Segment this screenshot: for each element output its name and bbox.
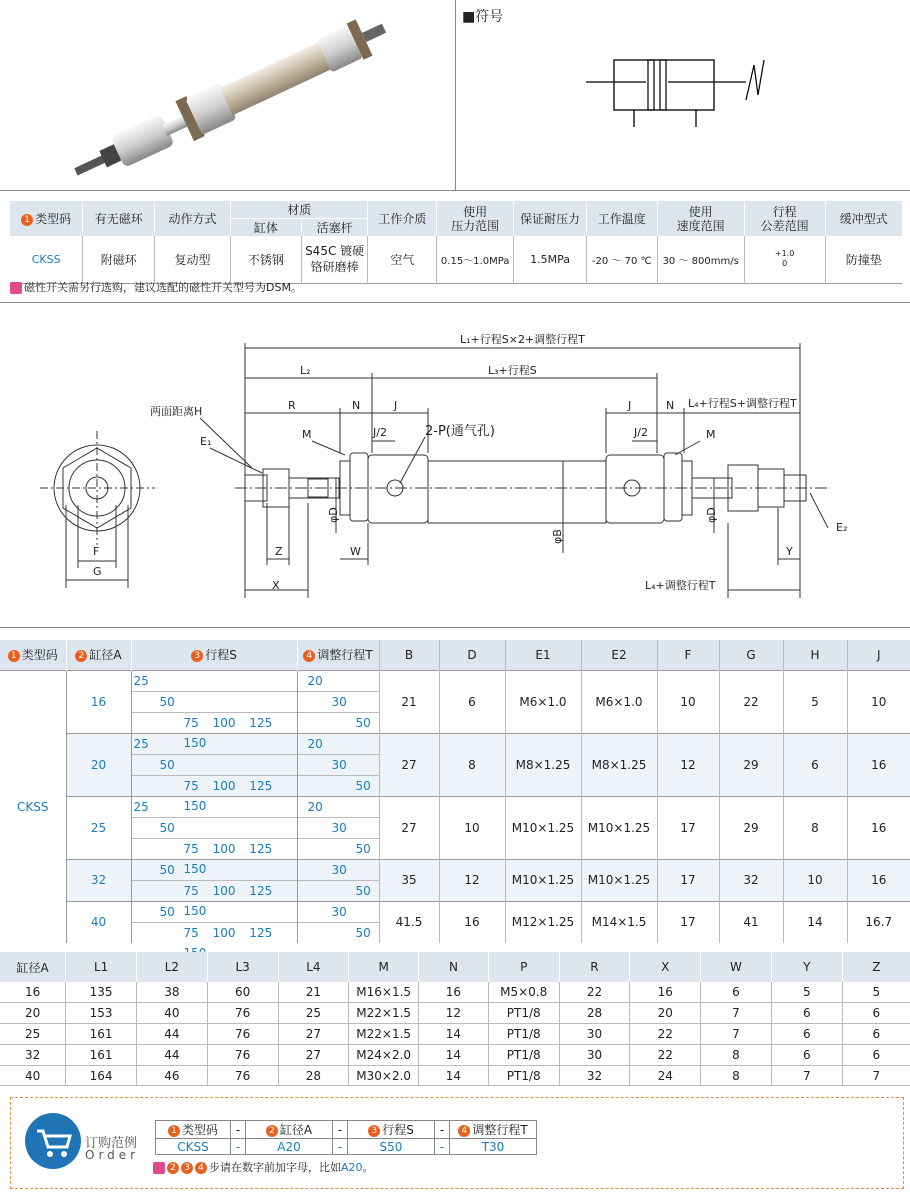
dim2-cell: 28 <box>559 1003 630 1024</box>
spec-speed: 30 ～ 800mm/s <box>657 236 744 283</box>
label-l2: L₂ <box>300 364 311 377</box>
dim2-row <box>0 982 910 1003</box>
dim-hdr-d: D <box>439 640 505 670</box>
dim-value-b: 21 <box>379 670 439 733</box>
dim2-hdr-0: 缸径A <box>16 960 49 975</box>
spec-pressure: 0.15～1.0MPa <box>437 236 514 283</box>
dim-stroke-cell <box>131 859 297 918</box>
order-sep: - <box>435 1121 450 1139</box>
dim-adj-cell <box>297 733 379 796</box>
label-z: Z <box>275 545 283 558</box>
order-head-row <box>156 1121 537 1139</box>
adj-line: 50 <box>355 883 371 898</box>
adj-line: 20 <box>298 734 379 755</box>
label-m-right: M <box>706 428 716 441</box>
adj-line: 30 <box>298 692 379 713</box>
dim-value-h: 8 <box>783 796 847 859</box>
note-icon <box>10 282 22 294</box>
adj-line: 50 <box>355 715 371 730</box>
dim-value-e1: M12×1.25 <box>505 901 581 943</box>
order-num-icon: 3 <box>368 1125 380 1137</box>
dim-bore: 40 <box>66 901 131 943</box>
dim-stroke-cell <box>131 670 297 750</box>
dim2-cell: 16 <box>419 982 489 1003</box>
label-e1: E₁ <box>200 435 212 448</box>
dim2-row <box>0 1003 910 1024</box>
pneumatic-symbol <box>586 55 786 135</box>
dim-value-h: 6 <box>783 733 847 796</box>
stroke-line: 75 100 125 150 <box>183 925 273 960</box>
tol-minus: 0 <box>782 259 788 269</box>
dim-hdr-adj: 4 调整行程T <box>297 640 379 670</box>
dim-value-d: 16 <box>439 901 505 943</box>
tol-plus: +1.0 <box>774 249 795 259</box>
num-2-icon: 2 <box>167 1162 179 1174</box>
dim2-cell: 5 <box>771 982 842 1003</box>
label-phi-d-right: φD <box>705 507 718 523</box>
label-j2-right: J/2 <box>634 426 648 439</box>
adj-line: 50 <box>355 925 371 940</box>
label-l3: L₃+行程S <box>488 364 537 377</box>
dim2-cell: 38 <box>136 982 207 1003</box>
adj-line: 30 <box>298 902 379 923</box>
dim-hdr-e1: E1 <box>505 640 581 670</box>
stroke-line: 50 <box>132 902 297 923</box>
dim-table-body <box>0 670 910 960</box>
num-4-icon: 4 <box>195 1162 207 1174</box>
dim2-cell: 6 <box>842 1003 910 1024</box>
label-n-left: N <box>352 399 361 412</box>
dim2-cell: 20 <box>630 1003 701 1024</box>
label-j2-left: J/2 <box>373 426 387 439</box>
spec-proof: 1.5MPa <box>514 236 587 283</box>
dim-value-e1: M8×1.25 <box>505 733 581 796</box>
dim2-cell: 16 <box>630 982 701 1003</box>
dim2-hdr-10: W <box>701 952 772 982</box>
dim2-hdr-12: Z <box>842 952 910 982</box>
dim-value-b: 27 <box>379 796 439 859</box>
dim-hdr-f: F <box>657 640 719 670</box>
dimension-drawing <box>0 303 910 628</box>
dim-value-b: 35 <box>379 859 439 901</box>
symbol-panel <box>456 0 910 190</box>
dim-value-e1: M10×1.25 <box>505 796 581 859</box>
label-total-length: L₁+行程S×2+调整行程T <box>460 333 585 346</box>
dim2-cell: 22 <box>559 982 630 1003</box>
dim2-cell: M24×2.0 <box>349 1044 419 1065</box>
dim-row <box>0 796 910 859</box>
dim-adj-cell <box>297 901 379 943</box>
dim-hdr-e2: E2 <box>581 640 657 670</box>
dim-adj-cell <box>297 796 379 859</box>
stroke-line: 25 <box>132 671 297 692</box>
dim2-hdr-1: L1 <box>66 952 137 982</box>
dim2-row <box>0 1065 910 1086</box>
dim2-cell: 60 <box>207 982 278 1003</box>
stroke-line: 50 <box>132 692 297 713</box>
label-n-right: N <box>666 399 675 412</box>
dim2-hdr-6: N <box>419 952 489 982</box>
dim2-cell: 16 <box>24 985 41 1000</box>
dim-row <box>0 859 910 901</box>
dim2-cell: 161 <box>66 1044 137 1065</box>
dim-hdr-b: B <box>379 640 439 670</box>
stroke-line: 50 <box>132 755 297 776</box>
spec-temp: -20 ～ 70 ℃ <box>586 236 657 283</box>
dim2-cell: 44 <box>136 1044 207 1065</box>
dim2-cell: 40 <box>24 1068 41 1083</box>
hdr-rod: 活塞杆 <box>301 219 368 237</box>
dim2-cell: 22 <box>630 1024 701 1045</box>
dim2-cell: 20 <box>24 1006 41 1021</box>
dim2-cell: 5 <box>842 982 910 1003</box>
label-j-left: J <box>394 399 398 412</box>
dim2-cell: 14 <box>419 1044 489 1065</box>
order-table <box>155 1120 537 1155</box>
dim-bore: 16 <box>66 670 131 733</box>
label-g: G <box>93 565 102 578</box>
stroke-line: 50 <box>132 860 297 881</box>
stroke-line: 75 100 125 150 <box>183 778 273 813</box>
dim-value-g: 29 <box>719 796 783 859</box>
order-sep: - <box>333 1139 348 1155</box>
dim2-cell: M22×1.5 <box>349 1003 419 1024</box>
label-y: Y <box>786 545 793 558</box>
dim-value-f: 17 <box>657 901 719 943</box>
dim2-cell: 46 <box>136 1065 207 1086</box>
order-num-icon: 2 <box>266 1125 278 1137</box>
dim2-cell: 21 <box>278 982 349 1003</box>
dim-value-d: 12 <box>439 859 505 901</box>
note-icon <box>153 1162 165 1174</box>
dim-value-b: 27 <box>379 733 439 796</box>
label-port: 2-P(通气孔) <box>425 424 495 439</box>
order-hdr-2: 3 行程S <box>348 1121 435 1139</box>
dim-value-b: 41.5 <box>379 901 439 943</box>
dim2-cell: 24 <box>630 1065 701 1086</box>
hdr-action: 动作方式 <box>155 201 231 236</box>
dim2-hdr-8: R <box>559 952 630 982</box>
label-phi-b: φB <box>551 529 564 544</box>
label-l4-top: L₄+行程S+调整行程T <box>688 397 797 410</box>
dim-hdr-bore: 2 缸径A <box>66 640 131 670</box>
spec-rod: S45C 镀硬 铬研磨棒 <box>301 236 368 283</box>
label-h: 两面距离H <box>150 405 203 418</box>
dim2-row <box>0 1024 910 1045</box>
order-section <box>10 1097 904 1189</box>
order-value-0: CKSS <box>177 1139 209 1154</box>
stroke-line: 75 100 125 150 <box>183 841 273 876</box>
symbol-title: ■符号 <box>462 9 504 25</box>
dim2-cell: 7 <box>842 1065 910 1086</box>
dim-bore: 25 <box>66 796 131 859</box>
dim-value-e1: M6×1.0 <box>505 670 581 733</box>
adj-line: 50 <box>355 778 371 793</box>
spec-cylinder: 不锈钢 <box>230 236 301 283</box>
dim2-cell: 6 <box>842 1044 910 1065</box>
order-sep: - <box>231 1139 246 1155</box>
dim-adj-cell <box>297 859 379 901</box>
dim2-hdr-7: P <box>488 952 559 982</box>
dim2-header-row <box>0 952 910 982</box>
dim2-cell: 25 <box>278 1003 349 1024</box>
label-e2: E₂ <box>836 521 848 534</box>
label-phi-d-left: φD <box>327 507 340 523</box>
dim-value-j: 16 <box>847 796 910 859</box>
divider-2 <box>0 627 910 628</box>
hdr-speed: 使用 速度范围 <box>657 201 744 236</box>
dim-bore: 20 <box>66 733 131 796</box>
dim-hdr-g: G <box>719 640 783 670</box>
dim-value-e2: M10×1.25 <box>581 796 657 859</box>
spec-note: 磁性开关需另行选购，建议选配的磁性开关型号为DSM。 <box>10 279 302 295</box>
dim2-cell: 25 <box>24 1026 41 1041</box>
hdr-proof: 保证耐压力 <box>514 201 587 236</box>
dim2-cell: 28 <box>278 1065 349 1086</box>
dim-hdr-type: 1 类型码 <box>0 640 66 670</box>
order-hdr-0: 1 类型码 <box>156 1121 231 1139</box>
dim2-cell: 153 <box>66 1003 137 1024</box>
dim2-cell: 6 <box>701 982 772 1003</box>
dim-value-j: 16 <box>847 859 910 901</box>
adj-line: 30 <box>298 755 379 776</box>
dim-value-d: 6 <box>439 670 505 733</box>
dim-value-j: 16.7 <box>847 901 910 943</box>
dim-adj-cell <box>297 670 379 733</box>
order-title: 订购范例 <box>85 1136 138 1151</box>
dim-row <box>0 670 910 733</box>
dim2-cell: 7 <box>701 1024 772 1045</box>
dim2-cell: 40 <box>136 1003 207 1024</box>
dim2-cell: 7 <box>771 1065 842 1086</box>
dim-value-h: 10 <box>783 859 847 901</box>
dim2-cell: 6 <box>771 1044 842 1065</box>
dim2-hdr-2: L2 <box>136 952 207 982</box>
dim2-cell: M22×1.5 <box>349 1024 419 1045</box>
dim-value-f: 12 <box>657 733 719 796</box>
stroke-line: 75 100 125 150 <box>183 883 273 918</box>
dim-value-f: 10 <box>657 670 719 733</box>
dim2-cell: 30 <box>559 1044 630 1065</box>
dim2-cell: 76 <box>207 1044 278 1065</box>
dim2-hdr-4: L4 <box>278 952 349 982</box>
order-value-3: T30 <box>450 1139 537 1155</box>
hdr-cushion: 缓冲型式 <box>825 201 902 236</box>
dim-value-j: 16 <box>847 733 910 796</box>
dim2-cell: PT1/8 <box>488 1003 559 1024</box>
dim2-body <box>0 982 910 1086</box>
hdr-temp: 工作温度 <box>586 201 657 236</box>
dim2-cell: 135 <box>66 982 137 1003</box>
dim2-cell: 14 <box>419 1024 489 1045</box>
hdr-material: 材质 <box>230 201 368 219</box>
adj-line: 50 <box>355 841 371 856</box>
dim-value-e2: M10×1.25 <box>581 859 657 901</box>
hdr-stroke-tol: 行程 公差范围 <box>744 201 825 236</box>
dim-value-d: 8 <box>439 733 505 796</box>
dim2-cell: 32 <box>559 1065 630 1086</box>
hdr-cylinder: 缸体 <box>230 219 301 237</box>
dim2-cell: 76 <box>207 1003 278 1024</box>
dim2-cell: M30×2.0 <box>349 1065 419 1086</box>
label-m-left: M <box>302 428 312 441</box>
dim2-cell: 32 <box>24 1047 41 1062</box>
order-subtitle: Order <box>85 1148 140 1162</box>
dim-hdr-h: H <box>783 640 847 670</box>
dim2-cell: 76 <box>207 1024 278 1045</box>
label-f: F <box>93 545 100 558</box>
dim2-cell: 76 <box>207 1065 278 1086</box>
stroke-line: 25 <box>132 734 297 755</box>
cart-icon-glyph <box>25 1113 81 1169</box>
hdr-medium: 工作介质 <box>368 201 437 236</box>
dim2-cell: 8 <box>701 1044 772 1065</box>
order-hdr-3: 4 调整行程T <box>450 1121 537 1139</box>
dim2-cell: 161 <box>66 1024 137 1045</box>
spec-medium: 空气 <box>368 236 437 283</box>
dim2-cell: 14 <box>419 1065 489 1086</box>
dim2-cell: PT1/8 <box>488 1044 559 1065</box>
dim-value-e2: M14×1.5 <box>581 901 657 943</box>
dim-value-g: 32 <box>719 859 783 901</box>
stroke-line: 50 <box>132 818 297 839</box>
product-photo <box>0 0 456 190</box>
dim-row <box>0 901 910 943</box>
order-num-icon: 1 <box>168 1125 180 1137</box>
dim-row <box>0 733 910 796</box>
label-l4-bottom: L₄+调整行程T <box>645 579 716 592</box>
cylinder-photo-illustration <box>0 0 455 190</box>
spec-stroke-tol <box>744 236 825 283</box>
adj-line: 30 <box>298 818 379 839</box>
dim2-cell: 44 <box>136 1024 207 1045</box>
dim2-cell: 22 <box>630 1044 701 1065</box>
dim2-hdr-11: Y <box>771 952 842 982</box>
stroke-line: 25 <box>132 797 297 818</box>
dim2-cell: 164 <box>66 1065 137 1086</box>
dim2-cell: 8 <box>701 1065 772 1086</box>
adj-line: 30 <box>298 860 379 881</box>
dim2-cell: 27 <box>278 1044 349 1065</box>
dim-value-g: 29 <box>719 733 783 796</box>
order-note: 2 3 4 步请在数字前加字母，比如A20。 <box>153 1159 374 1175</box>
dim2-cell: M5×0.8 <box>488 982 559 1003</box>
order-values-row <box>156 1139 537 1155</box>
dim2-cell: M16×1.5 <box>349 982 419 1003</box>
dim2-cell: 27 <box>278 1024 349 1045</box>
order-hdr-1: 2 缸径A <box>246 1121 333 1139</box>
dim-value-d: 10 <box>439 796 505 859</box>
order-sep: - <box>231 1121 246 1139</box>
dim2-hdr-5: M <box>349 952 419 982</box>
cart-icon <box>25 1113 81 1169</box>
dim-value-e2: M6×1.0 <box>581 670 657 733</box>
dim-value-e2: M8×1.25 <box>581 733 657 796</box>
label-x: X <box>272 579 280 592</box>
dim-stroke-cell <box>131 796 297 876</box>
dim2-cell: 6 <box>771 1024 842 1045</box>
dim-value-e1: M10×1.25 <box>505 859 581 901</box>
adj-line: 20 <box>298 797 379 818</box>
dim-hdr-stroke: 3 行程S <box>131 640 297 670</box>
spec-type-code: CKSS <box>31 252 61 266</box>
dim2-cell: 6 <box>842 1024 910 1045</box>
dim-value-h: 5 <box>783 670 847 733</box>
dim-value-h: 14 <box>783 901 847 943</box>
dim-table-2 <box>0 952 910 1086</box>
dim2-row <box>0 1044 910 1065</box>
dim-hdr-j: J <box>847 640 910 670</box>
dim2-cell: 12 <box>419 1003 489 1024</box>
dim-value-f: 17 <box>657 796 719 859</box>
spec-action: 复动型 <box>155 236 231 283</box>
order-value-2: S50 <box>348 1139 435 1155</box>
stroke-line: 75 100 125 150 <box>183 715 273 750</box>
spec-cushion: 防撞垫 <box>825 236 902 283</box>
label-j-right: J <box>628 399 632 412</box>
dim2-cell: 30 <box>559 1024 630 1045</box>
dim-stroke-cell <box>131 733 297 813</box>
num-3-icon: 3 <box>181 1162 193 1174</box>
dim2-hdr-3: L3 <box>207 952 278 982</box>
order-value-1: A20 <box>246 1139 333 1155</box>
label-w: W <box>350 545 361 558</box>
order-sep: - <box>435 1139 450 1155</box>
dim2-cell: PT1/8 <box>488 1024 559 1045</box>
dim2-hdr-9: X <box>630 952 701 982</box>
dim-value-j: 10 <box>847 670 910 733</box>
hdr-pressure: 使用 压力范围 <box>437 201 514 236</box>
dim-value-f: 17 <box>657 859 719 901</box>
dim-type-code: CKSS <box>0 670 66 943</box>
adj-line: 20 <box>298 671 379 692</box>
dim-bore: 32 <box>66 859 131 901</box>
order-num-icon: 4 <box>458 1125 470 1137</box>
dim-value-g: 22 <box>719 670 783 733</box>
spec-table <box>10 201 902 284</box>
top-section <box>0 0 910 191</box>
dim2-cell: 7 <box>701 1003 772 1024</box>
label-r: R <box>288 399 296 412</box>
order-sep: - <box>333 1121 348 1139</box>
hdr-magnet: 有无磁环 <box>83 201 155 236</box>
dim-table-1 <box>0 640 910 960</box>
spec-magnet: 附磁环 <box>83 236 155 283</box>
dim2-cell: 6 <box>771 1003 842 1024</box>
dim-stroke-cell <box>131 901 297 960</box>
dim-value-g: 41 <box>719 901 783 943</box>
hdr-type-code: 1 类型码 <box>10 201 83 236</box>
dim2-cell: PT1/8 <box>488 1065 559 1086</box>
